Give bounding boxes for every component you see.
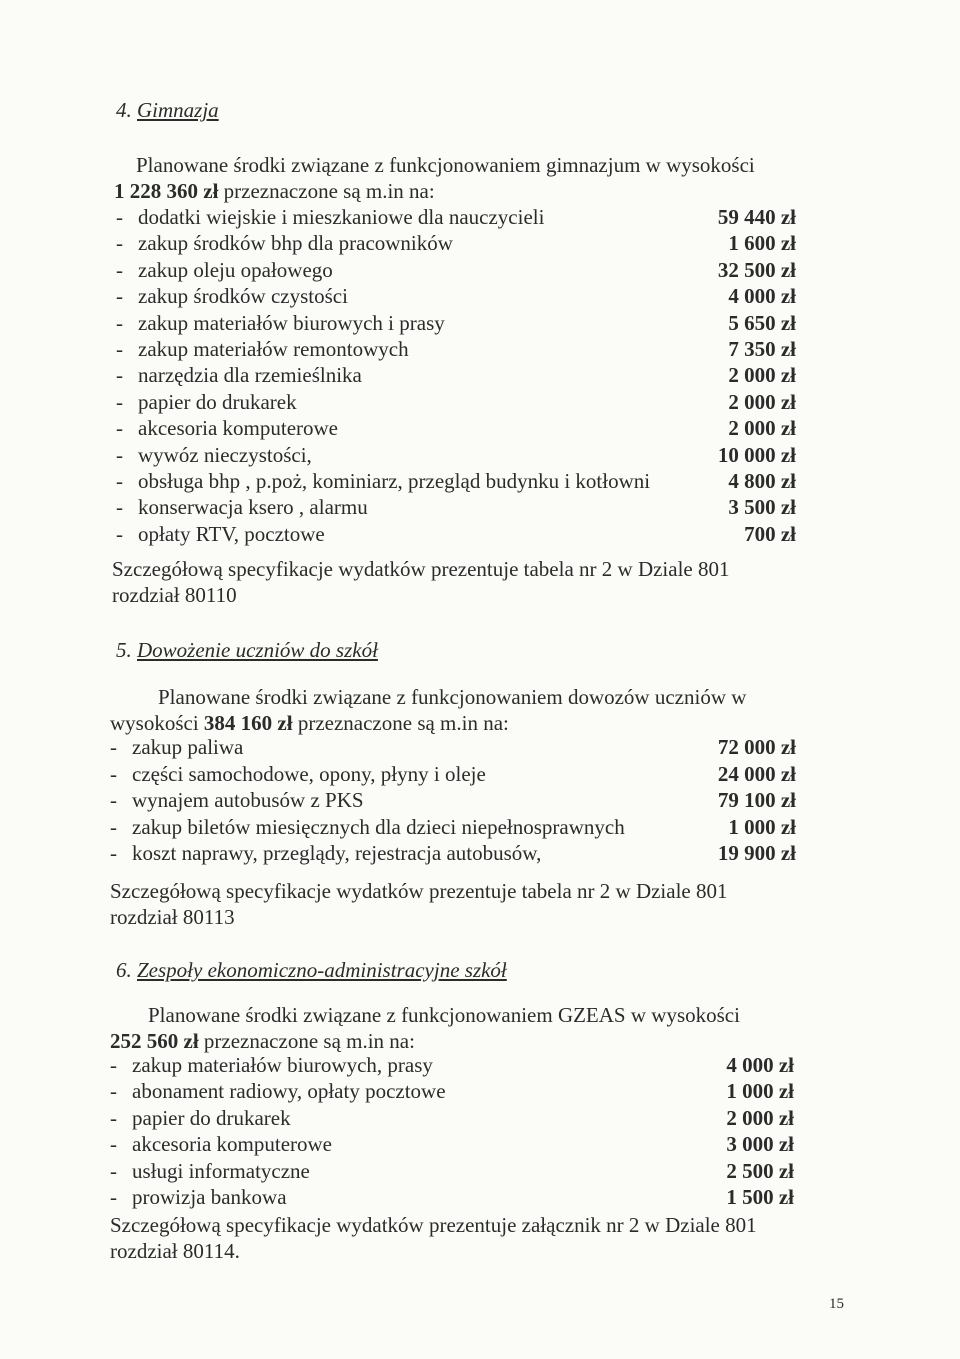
intro-line: Planowane środki związane z funkcjonowaniem gimnazjum w wysokości [136,153,755,177]
expense-amount: 1 500 zł [726,1185,794,1209]
expense-item [110,1131,794,1157]
expense-item [116,283,796,309]
expense-amount: 1 000 zł [728,814,796,839]
expense-label: zakup oleju opałowego [138,257,333,282]
expense-label: papier do drukarek [138,389,297,414]
expense-amount: 19 900 zł [717,841,796,865]
bullet-dash: - [110,788,117,812]
section-number: 5. [116,638,132,662]
footer-note: Szczegółową specyfikacje wydatków prezentuje załącznik nr 2 w Dziale 801 [110,1213,757,1237]
intro-line: Planowane środki związane z funkcjonowaniem dowozów uczniów w [158,685,747,709]
expense-label: abonament radiowy, opłaty pocztowe [132,1079,446,1104]
footer-note-chapter: rozdział 80110 [112,583,237,607]
expense-item [110,1052,794,1078]
intro-line-2 [114,178,435,204]
expense-item [110,787,796,813]
expense-label: zakup środków czystości [138,284,348,309]
expense-item [110,814,796,840]
bullet-dash: - [116,521,123,546]
expense-label: narzędzia dla rzemieślnika [138,363,362,388]
expense-label: konserwacja ksero , alarmu [138,495,368,520]
expense-item [116,257,796,283]
intro-amount: 252 560 zł [110,1029,199,1053]
expense-amount: 4 800 zł [728,469,796,493]
intro-text: przeznaczone są m.in na: [297,711,509,735]
intro-amount: 384 160 zł [203,711,293,735]
bullet-dash: - [110,1053,117,1077]
bullet-dash: - [116,337,123,361]
expense-amount: 5 650 zł [728,310,796,335]
bullet-dash: - [110,735,117,759]
expense-amount: 4 000 zł [726,1053,794,1077]
expense-amount: 3 500 zł [728,495,796,520]
expense-amount: 700 zł [744,521,796,546]
expense-item [116,468,796,494]
expense-label: koszt naprawy, przeglądy, rejestracja autobusów, [132,841,542,865]
bullet-dash: - [116,205,123,229]
expense-label: zakup środków bhp dla pracowników [138,231,453,256]
bullet-dash: - [116,416,123,441]
expense-amount: 59 440 zł [717,205,796,229]
expense-label: zakup materiałów biurowych i prasy [138,310,445,335]
bullet-dash: - [110,761,117,786]
footer-note: Szczegółową specyfikacje wydatków prezentuje tabela nr 2 w Dziale 801 [110,879,728,903]
expense-item [116,521,796,547]
expense-amount: 24 000 zł [717,761,796,786]
expense-amount: 10 000 zł [717,442,796,467]
expense-item [110,1184,794,1210]
bullet-dash: - [116,284,123,309]
expense-amount: 2 000 zł [728,416,796,441]
intro-text: przeznaczone są m.in na: [223,179,435,203]
expense-amount: 3 000 zł [726,1132,794,1157]
section-title: Dowożenie uczniów do szkół [137,638,378,662]
section-title: Zespoły ekonomiczno-administracyjne szkół [137,958,507,982]
expense-amount: 1 600 zł [728,231,796,256]
expense-item [116,362,796,388]
expense-label: prowizja bankowa [132,1185,287,1209]
expense-label: zakup paliwa [132,735,244,759]
expense-item [116,494,796,520]
expense-item [116,415,796,441]
expense-label: dodatki wiejskie i mieszkaniowe dla nauczycieli [138,205,545,229]
page-number: 15 [829,1296,844,1312]
expense-amount: 79 100 zł [717,788,796,812]
expense-label: wywóz nieczystości, [138,442,312,467]
expense-amount: 72 000 zł [717,735,796,759]
bullet-dash: - [116,469,123,493]
footer-note-chapter: rozdział 80114. [110,1239,240,1263]
intro-line-2 [110,710,509,736]
expense-amount: 2 500 zł [726,1158,794,1183]
intro-amount: 1 228 360 zł [114,179,219,203]
expense-label: części samochodowe, opony, płyny i oleje [132,761,486,786]
expense-item [110,840,796,866]
intro-text-pre: wysokości [110,711,199,735]
footer-note-chapter: rozdział 80113 [110,905,235,929]
expense-item [116,310,796,336]
expense-amount: 2 000 zł [728,363,796,388]
bullet-dash: - [116,389,123,414]
expense-amount: 2 000 zł [728,389,796,414]
expense-item [110,1158,794,1184]
expense-item [116,336,796,362]
bullet-dash: - [116,363,123,388]
expense-label: akcesoria komputerowe [138,416,339,441]
footer-note: Szczegółową specyfikacje wydatków prezentuje tabela nr 2 w Dziale 801 [112,557,730,581]
expense-item [110,761,796,787]
expense-item [116,389,796,415]
expense-amount: 4 000 zł [728,284,796,309]
bullet-dash: - [110,814,117,839]
expense-item [110,734,796,760]
expense-label: akcesoria komputerowe [132,1132,333,1157]
expense-amount: 1 000 zł [726,1079,794,1104]
section-heading-dowozenie [116,638,378,663]
section-number: 4. [116,98,132,122]
section-title: Gimnazja [137,98,219,122]
section-heading-gzeas [116,958,507,983]
section-heading-gimnazja [116,98,219,123]
bullet-dash: - [116,310,123,335]
bullet-dash: - [110,841,117,865]
bullet-dash: - [110,1185,117,1209]
bullet-dash: - [116,495,123,520]
expense-label: zakup materiałów remontowych [138,337,409,361]
expense-item [110,1078,794,1104]
expense-label: papier do drukarek [132,1105,291,1130]
expense-amount: 7 350 zł [728,337,796,361]
bullet-dash: - [110,1158,117,1183]
expense-label: zakup biletów miesięcznych dla dzieci niepełnosprawnych [132,814,625,839]
expense-label: zakup materiałów biurowych, prasy [132,1053,433,1077]
intro-line: Planowane środki związane z funkcjonowaniem GZEAS w wysokości [148,1003,740,1027]
bullet-dash: - [110,1105,117,1130]
expense-label: obsługa bhp , p.poż, kominiarz, przegląd budynku i kotłowni [138,469,651,493]
expense-label: wynajem autobusów z PKS [132,788,364,812]
expense-item [116,442,796,468]
bullet-dash: - [116,257,123,282]
bullet-dash: - [110,1132,117,1157]
expense-amount: 2 000 zł [726,1105,794,1130]
expense-amount: 32 500 zł [717,257,796,282]
expense-label: opłaty RTV, pocztowe [138,521,325,546]
bullet-dash: - [116,442,123,467]
intro-text: przeznaczone są m.in na: [203,1029,415,1053]
expense-label: usługi informatyczne [132,1158,310,1183]
expense-item [116,230,796,256]
bullet-dash: - [110,1079,117,1104]
bullet-dash: - [116,231,123,256]
intro-line-2 [110,1028,415,1054]
expense-item [116,204,796,230]
expense-item [110,1105,794,1131]
section-number: 6. [116,958,132,982]
